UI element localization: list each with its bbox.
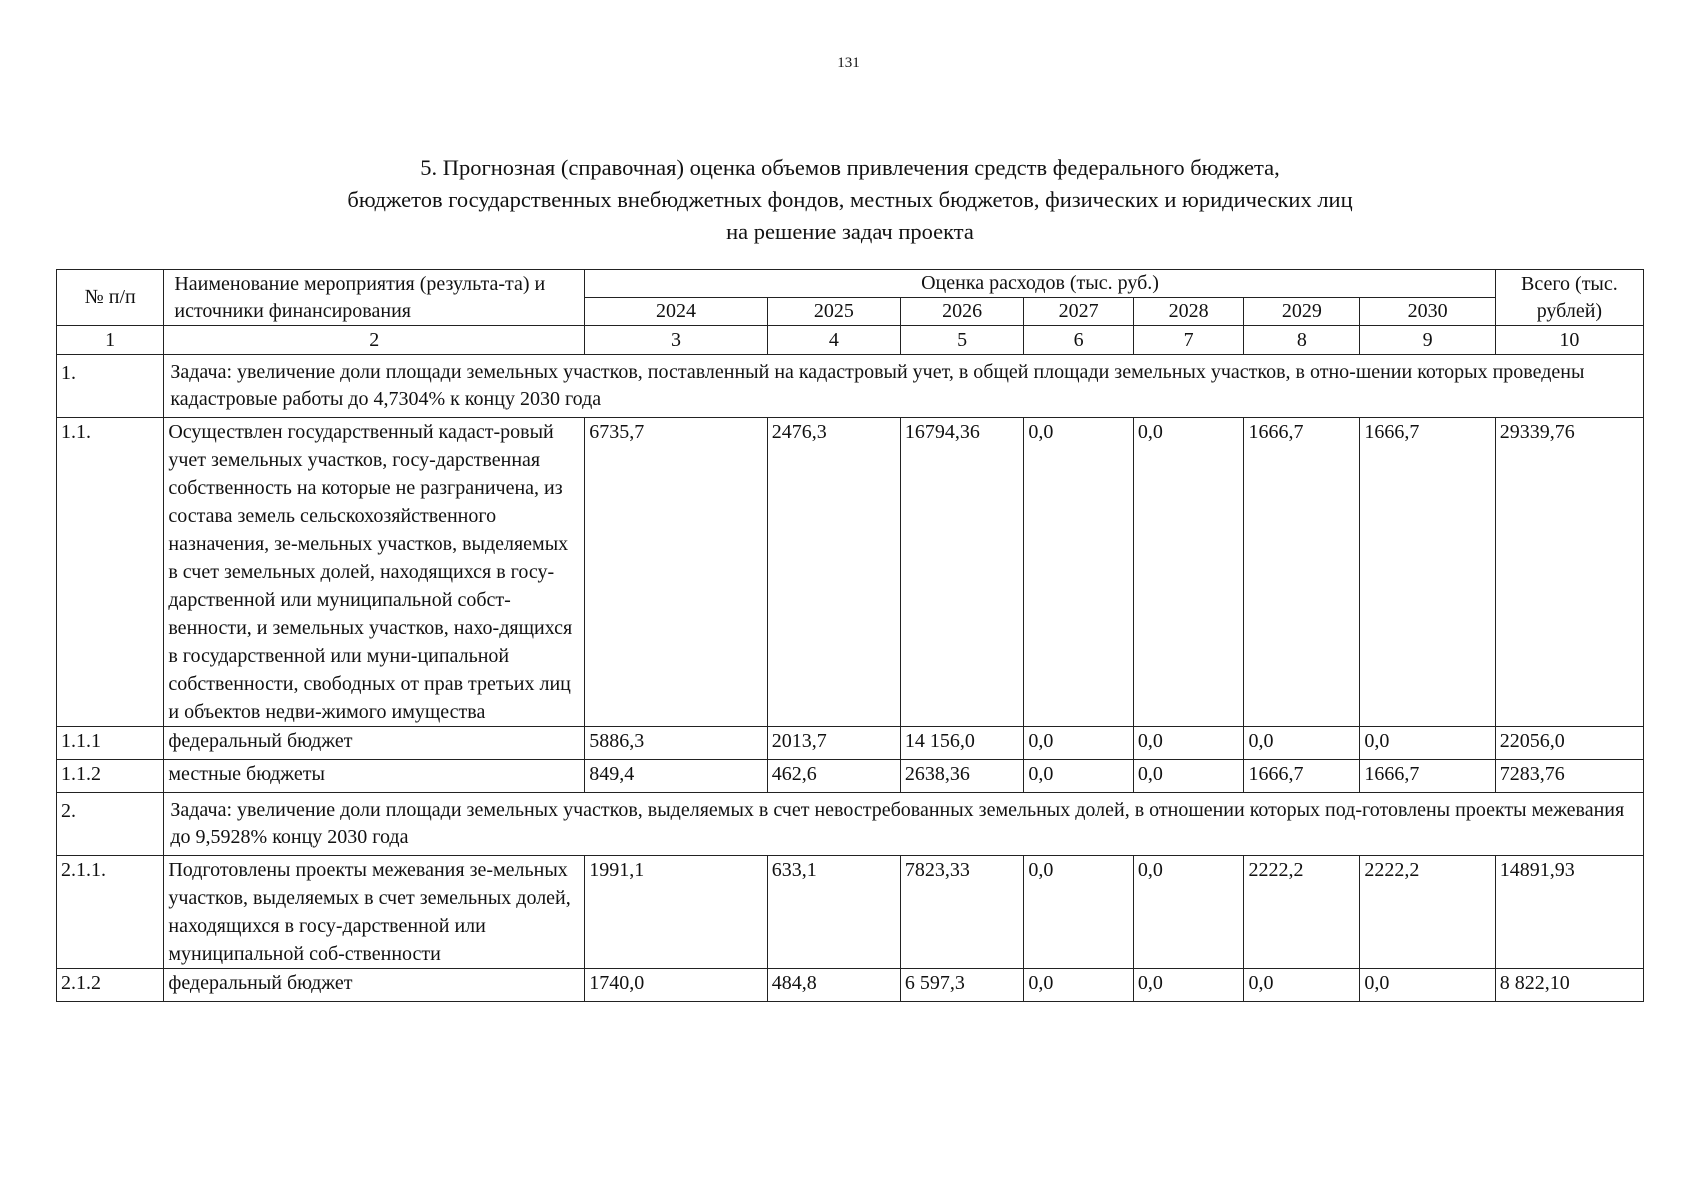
row-number: 1.1.2: [57, 760, 164, 793]
row-name: федеральный бюджет: [164, 969, 585, 1002]
value-cell: 0,0: [1244, 727, 1360, 760]
value-cell: 849,4: [585, 760, 768, 793]
header-num: № п/п: [57, 270, 164, 326]
task-text: Задача: увеличение доли площади земельных участков, выделяемых в счет невостребованных земельных долей, в отношении которых под-готовлены проекты межевания до 9,5928% концу 2030 года: [164, 793, 1644, 856]
header-year: 2026: [900, 298, 1023, 326]
table-row: [57, 856, 1644, 969]
total-cell: 29339,76: [1495, 418, 1643, 727]
row-number: 1.: [57, 355, 164, 418]
header-total: Всего (тыс. рублей): [1495, 270, 1643, 326]
value-cell: 7823,33: [900, 856, 1023, 969]
value-cell: 1991,1: [585, 856, 768, 969]
row-name: Подготовлены проекты межевания зе-мельных участков, выделяемых в счет земельных долей, находящихся в госу-дарственной или муниципальной соб-ственности: [164, 856, 585, 969]
table-row: [57, 969, 1644, 1002]
value-cell: 2476,3: [767, 418, 900, 727]
value-cell: 0,0: [1244, 969, 1360, 1002]
header-year: 2028: [1133, 298, 1244, 326]
financing-table: [56, 269, 1644, 1002]
value-cell: 1666,7: [1244, 760, 1360, 793]
header-name: Наименование мероприятия (результа-та) и источники финансирования: [164, 270, 585, 326]
value-cell: 6735,7: [585, 418, 768, 727]
total-cell: 8 822,10: [1495, 969, 1643, 1002]
task-text: Задача: увеличение доли площади земельных участков, поставленный на кадастровый учет, в общей площади земельных участков, в отно-шении которых проведены кадастровые работы до 4,7304% к концу 2030 года: [164, 355, 1644, 418]
value-cell: 2013,7: [767, 727, 900, 760]
title-line-3: на решение задач проекта: [726, 219, 974, 244]
task-row: [57, 793, 1644, 856]
row-name: местные бюджеты: [164, 760, 585, 793]
value-cell: 0,0: [1360, 969, 1495, 1002]
header-year: 2025: [767, 298, 900, 326]
value-cell: 0,0: [1024, 969, 1134, 1002]
row-name: федеральный бюджет: [164, 727, 585, 760]
value-cell: 633,1: [767, 856, 900, 969]
column-number: 5: [900, 326, 1023, 355]
column-number: 3: [585, 326, 768, 355]
header-estimate: Оценка расходов (тыс. руб.): [585, 270, 1496, 298]
column-number: 6: [1024, 326, 1134, 355]
row-number: 2.1.1.: [57, 856, 164, 969]
value-cell: 1666,7: [1244, 418, 1360, 727]
row-number: 2.: [57, 793, 164, 856]
value-cell: 2222,2: [1244, 856, 1360, 969]
document-title: [200, 152, 1500, 248]
value-cell: 2638,36: [900, 760, 1023, 793]
value-cell: 1740,0: [585, 969, 768, 1002]
table-row: [57, 727, 1644, 760]
header-year: 2030: [1360, 298, 1495, 326]
row-name: Осуществлен государственный кадаст-ровый учет земельных участков, госу-дарственная собственность на которые не разграничена, из состава земель сельскохозяйственного назначения, зе-мельных участков, выделяемых в счет земельных долей, находящихся в госу-дарственной или муниципальной собст-венности, и земельных участков, нахо-дящихся в государственной или муни-ципальной собственности, свободных от прав третьих лиц и объектов недви-жимого имущества: [164, 418, 585, 727]
value-cell: 1666,7: [1360, 760, 1495, 793]
table-row: [57, 760, 1644, 793]
total-cell: 7283,76: [1495, 760, 1643, 793]
column-number: 2: [164, 326, 585, 355]
column-number: 10: [1495, 326, 1643, 355]
column-number: 7: [1133, 326, 1244, 355]
task-row: [57, 355, 1644, 418]
value-cell: 6 597,3: [900, 969, 1023, 1002]
value-cell: 462,6: [767, 760, 900, 793]
value-cell: 484,8: [767, 969, 900, 1002]
value-cell: 0,0: [1360, 727, 1495, 760]
value-cell: 5886,3: [585, 727, 768, 760]
value-cell: 0,0: [1024, 727, 1134, 760]
value-cell: 0,0: [1133, 760, 1244, 793]
value-cell: 0,0: [1024, 418, 1134, 727]
header-year: 2027: [1024, 298, 1134, 326]
value-cell: 14 156,0: [900, 727, 1023, 760]
header-year: 2029: [1244, 298, 1360, 326]
total-cell: 22056,0: [1495, 727, 1643, 760]
table-row: [57, 418, 1644, 727]
value-cell: 0,0: [1133, 856, 1244, 969]
header-year: 2024: [585, 298, 768, 326]
value-cell: 1666,7: [1360, 418, 1495, 727]
column-number-row: [57, 326, 1644, 355]
value-cell: 0,0: [1133, 418, 1244, 727]
row-number: 2.1.2: [57, 969, 164, 1002]
page-number: 131: [837, 55, 860, 71]
value-cell: 0,0: [1024, 856, 1134, 969]
total-cell: 14891,93: [1495, 856, 1643, 969]
column-number: 8: [1244, 326, 1360, 355]
column-number: 1: [57, 326, 164, 355]
value-cell: 2222,2: [1360, 856, 1495, 969]
title-line-1: 5. Прогнозная (справочная) оценка объемов привлечения средств федерального бюджета,: [420, 155, 1280, 180]
value-cell: 0,0: [1133, 727, 1244, 760]
title-line-2: бюджетов государственных внебюджетных фондов, местных бюджетов, физических и юридических лиц: [347, 187, 1353, 212]
value-cell: 0,0: [1133, 969, 1244, 1002]
column-number: 4: [767, 326, 900, 355]
row-number: 1.1.: [57, 418, 164, 727]
value-cell: 16794,36: [900, 418, 1023, 727]
value-cell: 0,0: [1024, 760, 1134, 793]
row-number: 1.1.1: [57, 727, 164, 760]
column-number: 9: [1360, 326, 1495, 355]
